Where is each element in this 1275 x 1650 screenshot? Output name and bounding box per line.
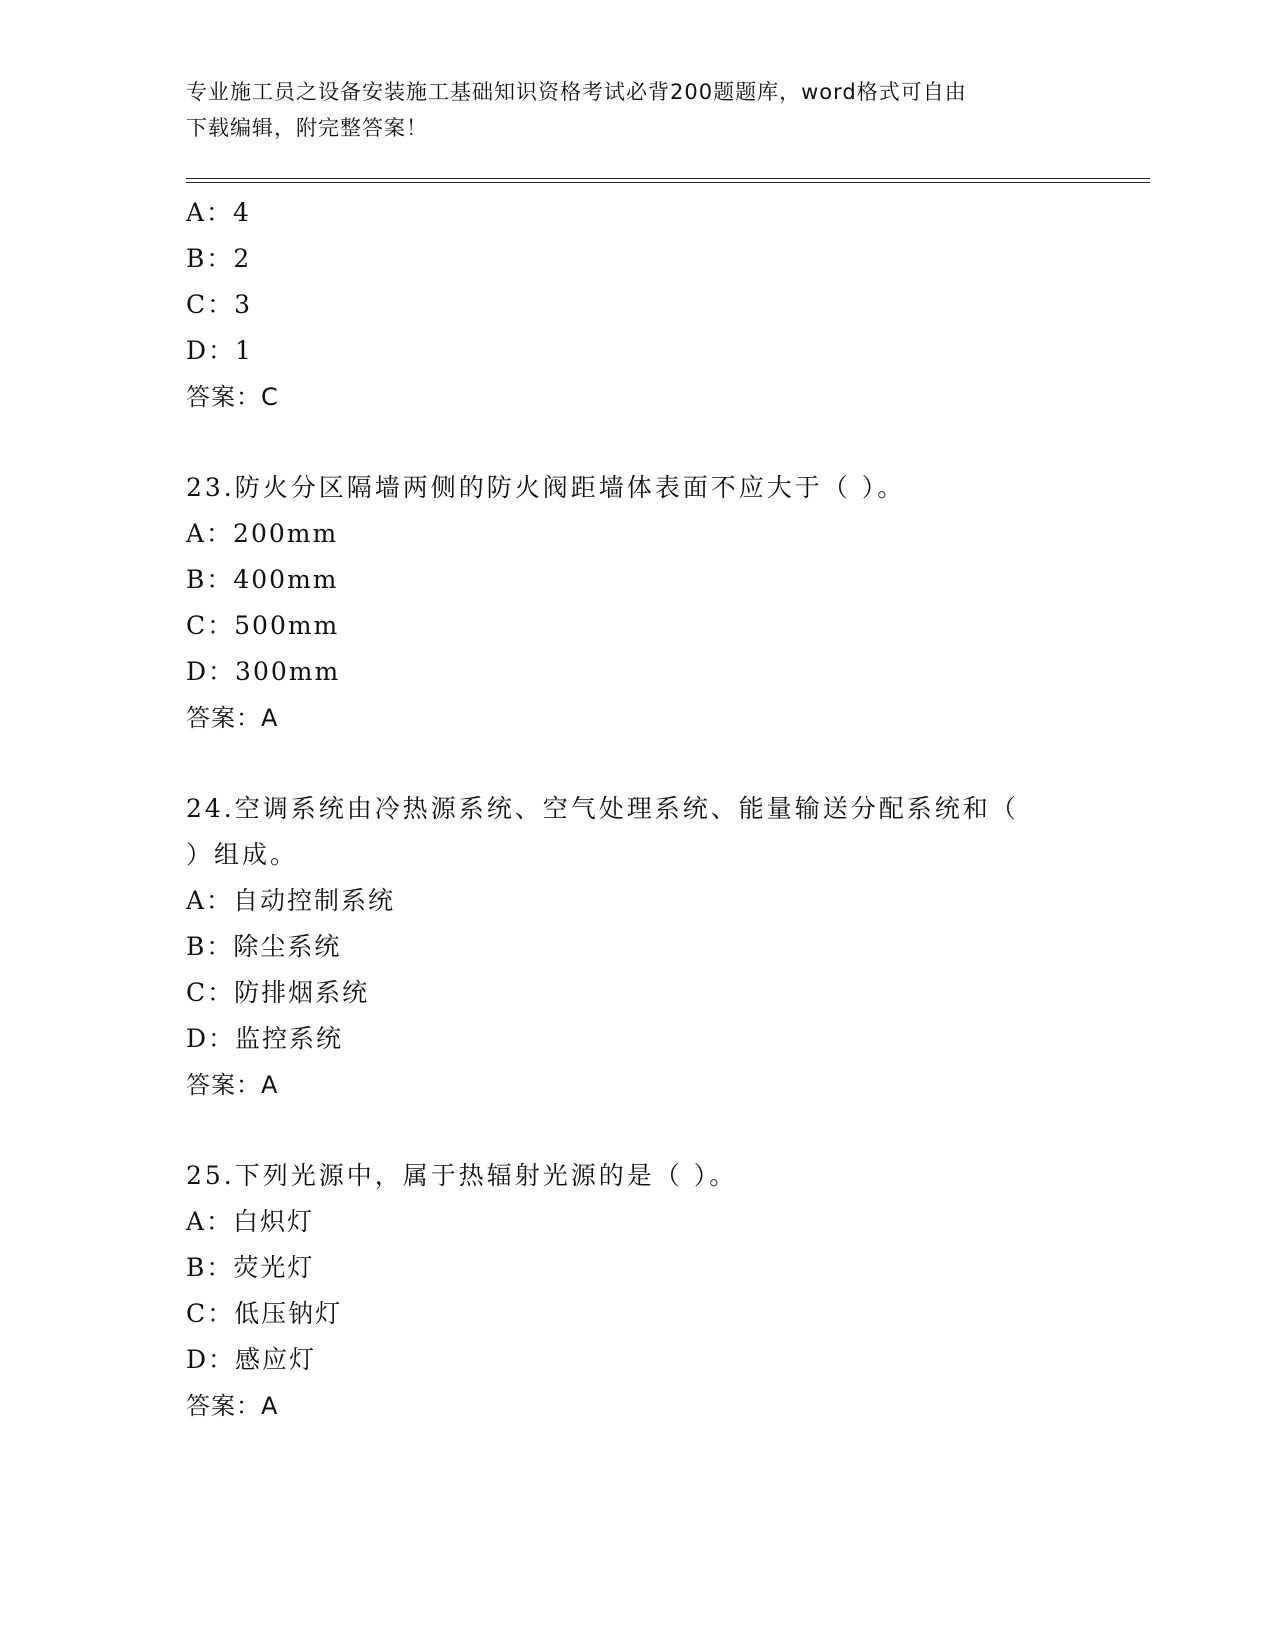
header-divider-bottom [186,182,1150,183]
answer-line: 答案：A [186,704,279,732]
option-c: C：500mm [186,611,340,640]
answer-line: 答案：A [186,1071,279,1099]
option-c: C：防排烟系统 [186,978,370,1007]
option-b: B：400mm [186,565,339,594]
header-line-2: 下载编辑，附完整答案！ [186,116,428,140]
question-list [186,190,1066,1429]
option-c: C：3 [186,290,253,319]
question-stem: 25.下列光源中，属于热辐射光源的是（ ）。 [186,1161,738,1190]
question-stem: 23.防火分区隔墙两侧的防火阀距墙体表面不应大于（ ）。 [186,473,906,502]
header-line-1: 专业施工员之设备安装施工基础知识资格考试必背200题题库，word格式可自由 [186,80,967,104]
option-b: B：2 [186,244,252,273]
answer-line: 答案：C [186,383,279,411]
question-block-23 [186,465,1066,741]
question-block-continued [186,190,1066,420]
option-d: D：感应灯 [186,1345,317,1374]
question-stem: 24.空调系统由冷热源系统、空气处理系统、能量输送分配系统和（ [186,794,1019,823]
question-stem-continued: ）组成。 [186,840,299,869]
document-header [186,74,1066,146]
answer-line: 答案：A [186,1392,279,1420]
option-a: A：4 [186,198,251,227]
option-d: D：监控系统 [186,1024,344,1053]
option-d: D：1 [186,336,253,365]
option-a: A：200mm [186,519,339,548]
question-block-25 [186,1153,1066,1429]
option-b: B：荧光灯 [186,1253,315,1282]
option-b: B：除尘系统 [186,932,342,961]
option-a: A：自动控制系统 [186,886,396,915]
question-block-24 [186,786,1066,1108]
option-a: A：白炽灯 [186,1207,315,1236]
option-c: C：低压钠灯 [186,1299,343,1328]
header-divider-top [186,178,1150,179]
option-d: D：300mm [186,657,341,686]
